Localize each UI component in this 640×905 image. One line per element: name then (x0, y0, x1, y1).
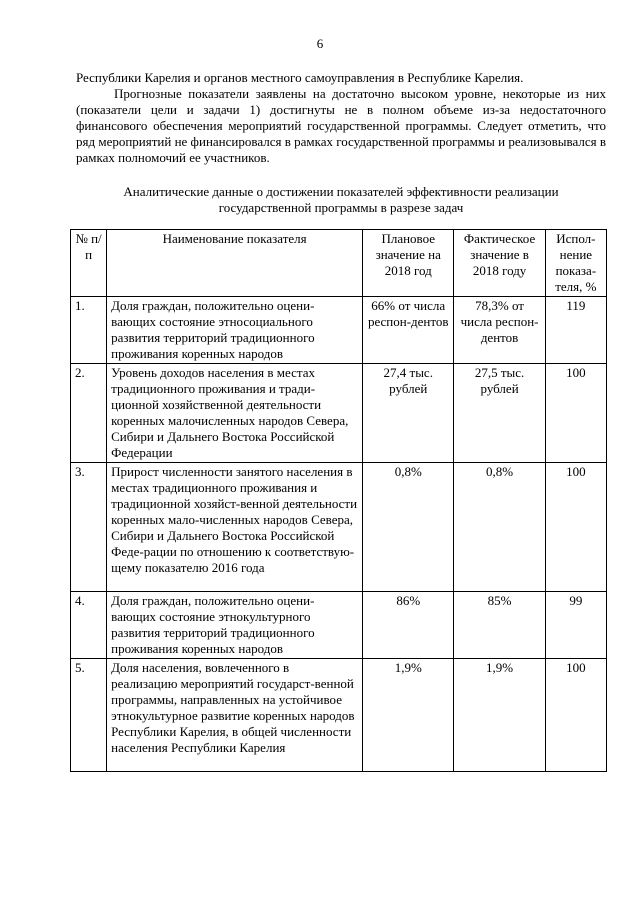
cell-execution: 100 (545, 364, 606, 463)
indicators-table (70, 229, 607, 772)
cell-name: Доля граждан, положительно оцени-вающих состояние этнокультурного развития территорий традиционного проживания коренных народов (107, 592, 363, 659)
cell-execution: 100 (545, 659, 606, 772)
cell-execution: 119 (545, 297, 606, 364)
header-execution: Испол-нение показа-теля, % (545, 230, 606, 297)
cell-name: Доля населения, вовлеченного в реализацию мероприятий государст-венной программы, направленных на устойчивое этнокультурное развитие коренных народов Республики Карелия, в общей численности населения Республики Карелия (107, 659, 363, 772)
table-row (71, 297, 607, 364)
cell-actual: 0,8% (454, 463, 545, 592)
cell-name: Прирост численности занятого населения в местах традиционного проживания и традиционной хозяйст-венной деятельности коренных мало-численных народов Севера, Сибири и Дальнего Востока Российской Феде-рации по отношению к соответствую-щему показателю 2016 года (107, 463, 363, 592)
cell-num: 1. (71, 297, 107, 364)
paragraph-continuation: Республики Карелия и органов местного самоуправления в Республике Карелия. (76, 70, 524, 85)
table-header-row (71, 230, 607, 297)
table-caption: Аналитические данные о достижении показателей эффективности реализации государственной программы в разрезе задач (123, 184, 559, 215)
header-actual: Фактическое значение в 2018 году (454, 230, 545, 297)
cell-planned: 1,9% (363, 659, 454, 772)
cell-actual: 1,9% (454, 659, 545, 772)
table-row (71, 659, 607, 772)
table-row (71, 592, 607, 659)
cell-actual: 78,3% от числа респон-дентов (454, 297, 545, 364)
cell-num: 3. (71, 463, 107, 592)
paragraph-forecast: Прогнозные показатели заявлены на достаточно высоком уровне, некоторые из них (показатели цели и задачи 1) достигнуты не в полном объеме из-за недостаточного финансового обеспечения мероприятий государственной программы. Следует отметить, что ряд мероприятий не финансировался в рамках государственной программы и реализовывался в рамках полномочий ее участников. (76, 86, 606, 165)
cell-actual: 27,5 тыс. рублей (454, 364, 545, 463)
cell-planned: 66% от числа респон-дентов (363, 297, 454, 364)
table-row (71, 463, 607, 592)
header-num: № п/п (71, 230, 107, 297)
cell-name: Доля граждан, положительно оцени-вающих состояние этносоциального развития территорий традиционного проживания коренных народов (107, 297, 363, 364)
page-number: 6 (316, 36, 324, 51)
header-name: Наименование показателя (107, 230, 363, 297)
cell-name: Уровень доходов населения в местах традиционного проживания и тради-ционной хозяйственной деятельности коренных малочисленных народов Севера, Сибири и Дальнего Востока Российской Федерации (107, 364, 363, 463)
cell-execution: 100 (545, 463, 606, 592)
cell-planned: 0,8% (363, 463, 454, 592)
cell-execution: 99 (545, 592, 606, 659)
cell-num: 5. (71, 659, 107, 772)
cell-actual: 85% (454, 592, 545, 659)
header-planned: Плановое значение на 2018 год (363, 230, 454, 297)
cell-planned: 27,4 тыс. рублей (363, 364, 454, 463)
cell-num: 2. (71, 364, 107, 463)
table-row (71, 364, 607, 463)
cell-num: 4. (71, 592, 107, 659)
cell-planned: 86% (363, 592, 454, 659)
